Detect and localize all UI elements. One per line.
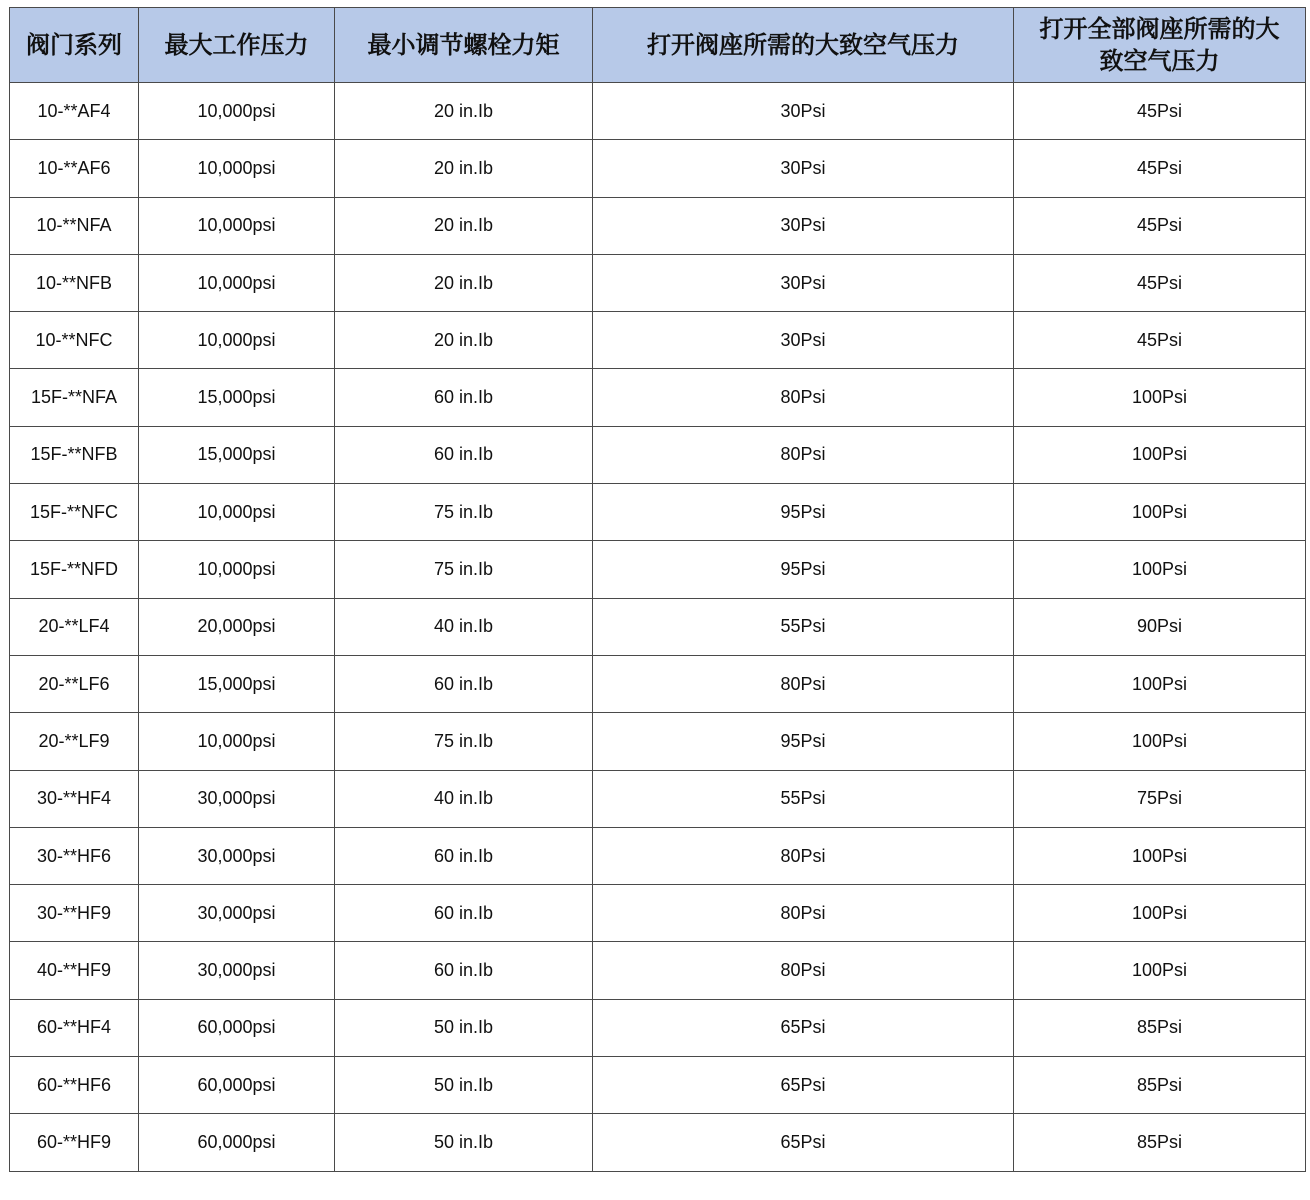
cell-max-working-pressure: 10,000psi: [139, 197, 335, 254]
cell-valve-series: 60-**HF6: [10, 1057, 139, 1114]
table-row: [10, 369, 1306, 426]
cell-min-bolt-torque: 75 in.Ib: [335, 541, 593, 598]
valve-spec-table-container: [9, 7, 1305, 1172]
cell-min-bolt-torque: 60 in.Ib: [335, 827, 593, 884]
cell-open-seat-pressure: 30Psi: [593, 312, 1014, 369]
cell-open-all-seats-pressure: 85Psi: [1014, 1114, 1306, 1171]
cell-valve-series: 30-**HF6: [10, 827, 139, 884]
cell-valve-series: 30-**HF4: [10, 770, 139, 827]
cell-min-bolt-torque: 40 in.Ib: [335, 598, 593, 655]
cell-max-working-pressure: 60,000psi: [139, 999, 335, 1056]
cell-open-all-seats-pressure: 100Psi: [1014, 655, 1306, 712]
cell-min-bolt-torque: 20 in.Ib: [335, 312, 593, 369]
cell-min-bolt-torque: 75 in.Ib: [335, 713, 593, 770]
cell-open-seat-pressure: 65Psi: [593, 1114, 1014, 1171]
cell-open-all-seats-pressure: 100Psi: [1014, 484, 1306, 541]
cell-open-seat-pressure: 80Psi: [593, 426, 1014, 483]
cell-valve-series: 15F-**NFB: [10, 426, 139, 483]
cell-open-all-seats-pressure: 85Psi: [1014, 999, 1306, 1056]
table-body: [10, 83, 1306, 1172]
table-row: [10, 598, 1306, 655]
cell-open-all-seats-pressure: 100Psi: [1014, 885, 1306, 942]
cell-open-seat-pressure: 65Psi: [593, 999, 1014, 1056]
cell-open-all-seats-pressure: 45Psi: [1014, 312, 1306, 369]
table-row: [10, 140, 1306, 197]
cell-min-bolt-torque: 20 in.Ib: [335, 83, 593, 140]
cell-min-bolt-torque: 60 in.Ib: [335, 655, 593, 712]
cell-open-all-seats-pressure: 45Psi: [1014, 140, 1306, 197]
cell-min-bolt-torque: 60 in.Ib: [335, 942, 593, 999]
cell-open-seat-pressure: 80Psi: [593, 369, 1014, 426]
cell-open-all-seats-pressure: 100Psi: [1014, 541, 1306, 598]
cell-valve-series: 10-**AF4: [10, 83, 139, 140]
table-row: [10, 197, 1306, 254]
cell-open-seat-pressure: 30Psi: [593, 83, 1014, 140]
cell-max-working-pressure: 15,000psi: [139, 655, 335, 712]
cell-valve-series: 10-**NFC: [10, 312, 139, 369]
cell-min-bolt-torque: 75 in.Ib: [335, 484, 593, 541]
table-row: [10, 83, 1306, 140]
cell-open-all-seats-pressure: 45Psi: [1014, 254, 1306, 311]
cell-valve-series: 10-**AF6: [10, 140, 139, 197]
cell-open-all-seats-pressure: 100Psi: [1014, 942, 1306, 999]
cell-valve-series: 20-**LF9: [10, 713, 139, 770]
cell-min-bolt-torque: 60 in.Ib: [335, 369, 593, 426]
cell-max-working-pressure: 15,000psi: [139, 369, 335, 426]
cell-open-seat-pressure: 80Psi: [593, 655, 1014, 712]
cell-valve-series: 10-**NFB: [10, 254, 139, 311]
table-row: [10, 484, 1306, 541]
cell-max-working-pressure: 20,000psi: [139, 598, 335, 655]
cell-max-working-pressure: 10,000psi: [139, 713, 335, 770]
cell-valve-series: 60-**HF4: [10, 999, 139, 1056]
cell-min-bolt-torque: 20 in.Ib: [335, 140, 593, 197]
cell-min-bolt-torque: 60 in.Ib: [335, 885, 593, 942]
table-header: [10, 8, 1306, 83]
cell-valve-series: 60-**HF9: [10, 1114, 139, 1171]
cell-open-all-seats-pressure: 75Psi: [1014, 770, 1306, 827]
cell-max-working-pressure: 10,000psi: [139, 541, 335, 598]
cell-valve-series: 10-**NFA: [10, 197, 139, 254]
table-row: [10, 1114, 1306, 1171]
cell-max-working-pressure: 10,000psi: [139, 254, 335, 311]
cell-max-working-pressure: 60,000psi: [139, 1057, 335, 1114]
table-row: [10, 827, 1306, 884]
cell-valve-series: 15F-**NFD: [10, 541, 139, 598]
cell-open-all-seats-pressure: 100Psi: [1014, 369, 1306, 426]
table-row: [10, 655, 1306, 712]
cell-valve-series: 30-**HF9: [10, 885, 139, 942]
table-row: [10, 1057, 1306, 1114]
cell-open-seat-pressure: 80Psi: [593, 827, 1014, 884]
header-air-pressure-open-seat: 打开阀座所需的大致空气压力: [593, 8, 1014, 83]
cell-min-bolt-torque: 50 in.Ib: [335, 1114, 593, 1171]
cell-open-seat-pressure: 95Psi: [593, 484, 1014, 541]
cell-valve-series: 20-**LF6: [10, 655, 139, 712]
cell-open-seat-pressure: 30Psi: [593, 197, 1014, 254]
cell-valve-series: 40-**HF9: [10, 942, 139, 999]
cell-min-bolt-torque: 60 in.Ib: [335, 426, 593, 483]
cell-max-working-pressure: 10,000psi: [139, 83, 335, 140]
cell-max-working-pressure: 30,000psi: [139, 942, 335, 999]
header-valve-series: 阀门系列: [10, 8, 139, 83]
cell-open-seat-pressure: 55Psi: [593, 598, 1014, 655]
cell-open-seat-pressure: 65Psi: [593, 1057, 1014, 1114]
cell-max-working-pressure: 15,000psi: [139, 426, 335, 483]
valve-spec-table: [9, 7, 1306, 1172]
header-row: [10, 8, 1306, 83]
cell-min-bolt-torque: 50 in.Ib: [335, 1057, 593, 1114]
cell-min-bolt-torque: 20 in.Ib: [335, 254, 593, 311]
cell-min-bolt-torque: 20 in.Ib: [335, 197, 593, 254]
cell-max-working-pressure: 60,000psi: [139, 1114, 335, 1171]
cell-valve-series: 20-**LF4: [10, 598, 139, 655]
cell-open-seat-pressure: 55Psi: [593, 770, 1014, 827]
cell-min-bolt-torque: 50 in.Ib: [335, 999, 593, 1056]
cell-max-working-pressure: 10,000psi: [139, 484, 335, 541]
cell-open-all-seats-pressure: 100Psi: [1014, 713, 1306, 770]
cell-open-seat-pressure: 95Psi: [593, 713, 1014, 770]
table-row: [10, 999, 1306, 1056]
cell-max-working-pressure: 10,000psi: [139, 140, 335, 197]
cell-open-all-seats-pressure: 85Psi: [1014, 1057, 1306, 1114]
cell-open-seat-pressure: 30Psi: [593, 254, 1014, 311]
table-row: [10, 254, 1306, 311]
cell-open-all-seats-pressure: 100Psi: [1014, 426, 1306, 483]
header-max-working-pressure: 最大工作压力: [139, 8, 335, 83]
table-row: [10, 885, 1306, 942]
header-air-pressure-open-all-seats: 打开全部阀座所需的大致空气压力: [1014, 8, 1306, 83]
cell-max-working-pressure: 30,000psi: [139, 827, 335, 884]
cell-max-working-pressure: 30,000psi: [139, 770, 335, 827]
cell-min-bolt-torque: 40 in.Ib: [335, 770, 593, 827]
cell-max-working-pressure: 10,000psi: [139, 312, 335, 369]
table-row: [10, 942, 1306, 999]
cell-open-seat-pressure: 95Psi: [593, 541, 1014, 598]
cell-open-seat-pressure: 80Psi: [593, 942, 1014, 999]
table-row: [10, 770, 1306, 827]
table-row: [10, 426, 1306, 483]
header-min-adjust-bolt-torque: 最小调节螺栓力矩: [335, 8, 593, 83]
cell-valve-series: 15F-**NFA: [10, 369, 139, 426]
table-row: [10, 312, 1306, 369]
cell-open-seat-pressure: 30Psi: [593, 140, 1014, 197]
cell-max-working-pressure: 30,000psi: [139, 885, 335, 942]
table-row: [10, 541, 1306, 598]
cell-open-all-seats-pressure: 90Psi: [1014, 598, 1306, 655]
table-row: [10, 713, 1306, 770]
cell-valve-series: 15F-**NFC: [10, 484, 139, 541]
cell-open-all-seats-pressure: 45Psi: [1014, 197, 1306, 254]
cell-open-all-seats-pressure: 100Psi: [1014, 827, 1306, 884]
cell-open-all-seats-pressure: 45Psi: [1014, 83, 1306, 140]
cell-open-seat-pressure: 80Psi: [593, 885, 1014, 942]
